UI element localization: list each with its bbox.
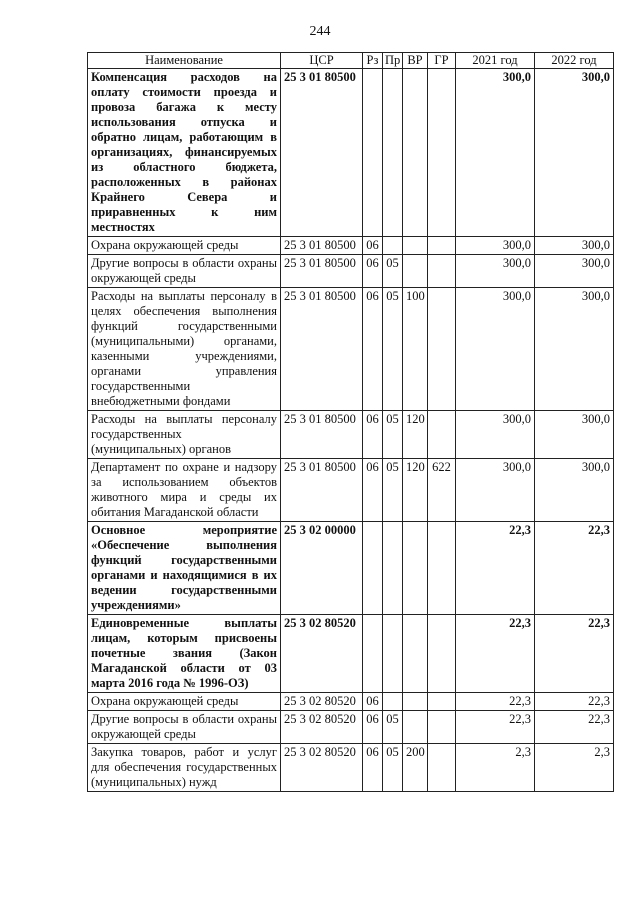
table-row [88,69,614,237]
row-vr [403,522,428,615]
row-rz [363,69,383,237]
row-pr [383,69,403,237]
row-csr: 25 3 02 80520 [281,693,363,711]
row-name: Расходы на выплаты персоналу государственных (муниципальных) органов [88,411,281,459]
row-pr [383,693,403,711]
table-row [88,711,614,744]
row-amount-2021: 300,0 [456,411,535,459]
table-row [88,615,614,693]
row-vr [403,711,428,744]
row-name: Основное мероприятие «Обеспечение выполнения функций государственными органами и находящимися в их ведении государственными учреждениями» [88,522,281,615]
row-rz: 06 [363,711,383,744]
row-amount-2021: 22,3 [456,615,535,693]
header-rz: Рз [363,53,383,69]
row-vr: 200 [403,744,428,792]
row-name: Охрана окружающей среды [88,237,281,255]
row-amount-2022: 22,3 [535,615,614,693]
row-gr [428,411,456,459]
row-amount-2022: 300,0 [535,69,614,237]
row-amount-2022: 300,0 [535,255,614,288]
row-csr: 25 3 02 80520 [281,615,363,693]
row-name: Департамент по охране и надзору за использованием объектов животного мира и среды их обитания Магаданской области [88,459,281,522]
row-csr: 25 3 01 80500 [281,288,363,411]
row-amount-2022: 2,3 [535,744,614,792]
row-amount-2021: 22,3 [456,711,535,744]
row-vr: 120 [403,411,428,459]
row-rz [363,615,383,693]
row-name: Единовременные выплаты лицам, которым присвоены почетные звания (Закон Магаданской области от 03 марта 2016 года № 1996-ОЗ) [88,615,281,693]
row-gr: 622 [428,459,456,522]
page-number: 244 [309,24,331,39]
row-gr [428,693,456,711]
table-row [88,288,614,411]
budget-table [87,52,614,792]
row-amount-2022: 300,0 [535,411,614,459]
row-rz: 06 [363,744,383,792]
row-name: Охрана окружающей среды [88,693,281,711]
header-name: Наименование [88,53,281,69]
row-gr [428,288,456,411]
row-pr: 05 [383,411,403,459]
header-2021: 2021 год [456,53,535,69]
row-pr [383,615,403,693]
row-pr: 05 [383,288,403,411]
row-pr [383,522,403,615]
row-gr [428,744,456,792]
row-name: Компенсация расходов на оплату стоимости проезда и провоза багажа к месту использования отпуска и обратно лицам, работающим в организациях, финансируемых из областного бюджета, расположенных в районах Крайнего Севера и приравненных к ним местностях [88,69,281,237]
header-pr: Пр [383,53,403,69]
row-amount-2021: 300,0 [456,237,535,255]
row-csr: 25 3 02 80520 [281,744,363,792]
table-row [88,693,614,711]
row-pr: 05 [383,459,403,522]
row-gr [428,711,456,744]
row-amount-2022: 22,3 [535,711,614,744]
row-gr [428,237,456,255]
row-csr: 25 3 02 80520 [281,711,363,744]
row-gr [428,522,456,615]
table-row [88,744,614,792]
table-row [88,237,614,255]
row-pr: 05 [383,255,403,288]
row-pr [383,237,403,255]
row-vr: 100 [403,288,428,411]
row-name: Закупка товаров, работ и услуг для обеспечения государственных (муниципальных) нужд [88,744,281,792]
row-amount-2021: 300,0 [456,255,535,288]
row-rz [363,522,383,615]
header-2022: 2022 год [535,53,614,69]
row-amount-2021: 300,0 [456,69,535,237]
row-rz: 06 [363,237,383,255]
row-rz: 06 [363,288,383,411]
row-amount-2021: 22,3 [456,522,535,615]
row-amount-2021: 22,3 [456,693,535,711]
row-rz: 06 [363,255,383,288]
row-amount-2022: 300,0 [535,237,614,255]
row-rz: 06 [363,411,383,459]
table-row [88,522,614,615]
row-amount-2021: 2,3 [456,744,535,792]
table-body [88,69,614,792]
row-csr: 25 3 01 80500 [281,237,363,255]
row-vr [403,693,428,711]
header-gr: ГР [428,53,456,69]
table-row [88,459,614,522]
row-gr [428,615,456,693]
row-pr: 05 [383,744,403,792]
row-vr [403,237,428,255]
table-row [88,255,614,288]
row-csr: 25 3 01 80500 [281,459,363,522]
row-rz: 06 [363,459,383,522]
table-row [88,411,614,459]
row-amount-2022: 22,3 [535,693,614,711]
row-csr: 25 3 02 00000 [281,522,363,615]
row-name: Другие вопросы в области охраны окружающей среды [88,711,281,744]
row-amount-2021: 300,0 [456,459,535,522]
header-vr: ВР [403,53,428,69]
row-csr: 25 3 01 80500 [281,411,363,459]
row-gr [428,255,456,288]
row-name: Расходы на выплаты персоналу в целях обеспечения выполнения функций государственными (муниципальными) органами, казенными учреждениями, органами управления государственными внебюджетными фондами [88,288,281,411]
row-vr: 120 [403,459,428,522]
row-pr: 05 [383,711,403,744]
row-vr [403,255,428,288]
row-amount-2021: 300,0 [456,288,535,411]
row-amount-2022: 22,3 [535,522,614,615]
row-rz: 06 [363,693,383,711]
row-amount-2022: 300,0 [535,459,614,522]
table-header-row [88,53,614,69]
row-name: Другие вопросы в области охраны окружающей среды [88,255,281,288]
row-csr: 25 3 01 80500 [281,255,363,288]
row-vr [403,615,428,693]
row-csr: 25 3 01 80500 [281,69,363,237]
row-gr [428,69,456,237]
row-vr [403,69,428,237]
row-amount-2022: 300,0 [535,288,614,411]
header-csr: ЦСР [281,53,363,69]
